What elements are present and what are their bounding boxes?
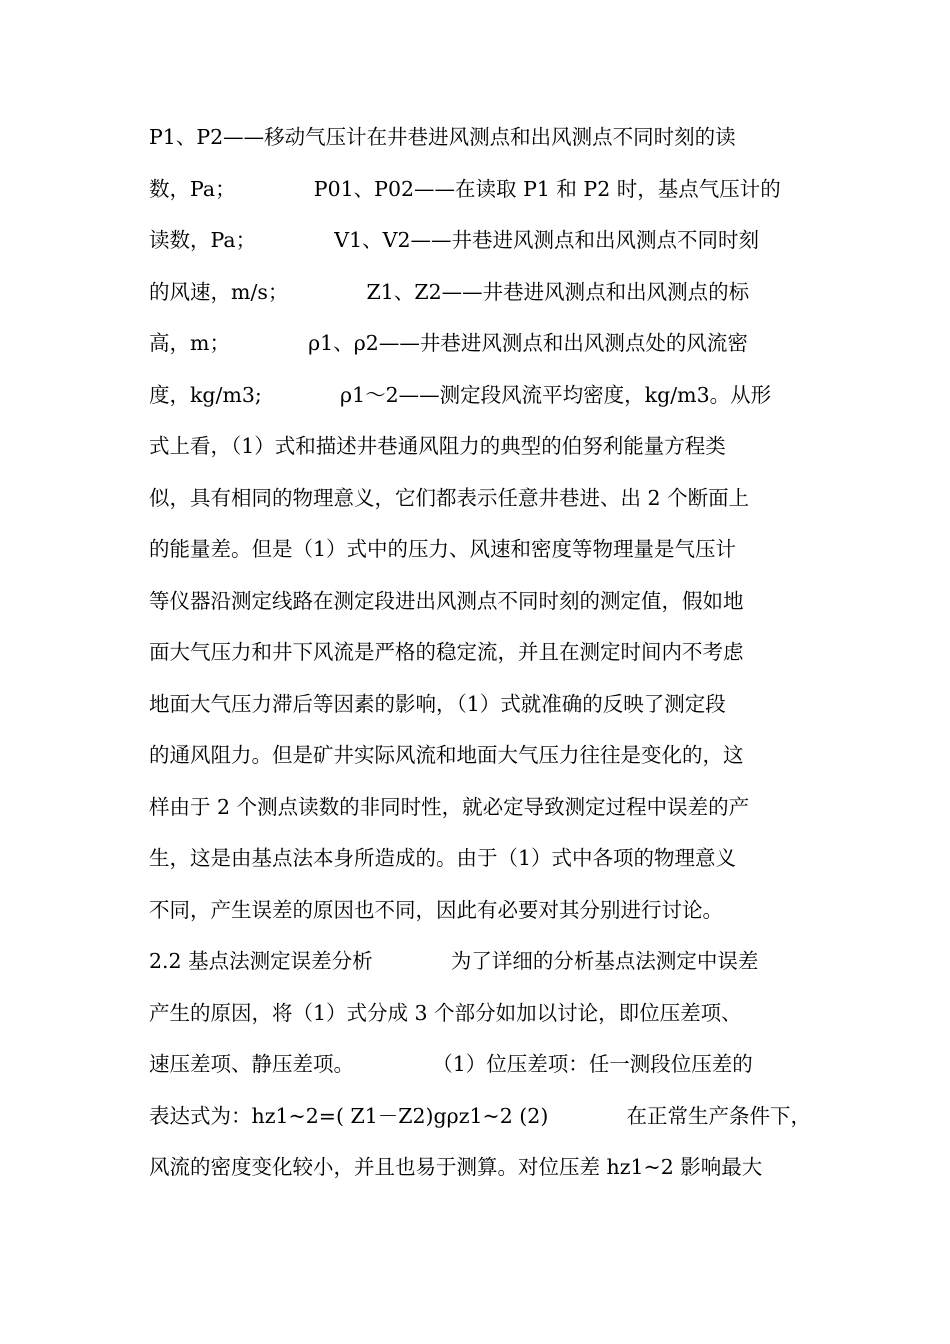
text-line: 读数，Pa； V1、V2——井巷进风测点和出风测点不同时刻 <box>149 228 759 252</box>
text-line: 高，m； ρ1、ρ2——井巷进风测点和出风测点处的风流密 <box>149 331 748 355</box>
formula-line: 表达式为：hz1~2=( Z1－Z2)gρz1~2 (2) 在正常生产条件下， <box>149 1103 812 1128</box>
text-line: 的风速，m/s； Z1、Z2——井巷进风测点和出风测点的标 <box>149 279 750 304</box>
text-line: 面大气压力和井下风流是严格的稳定流，并且在测定时间内不考虑 <box>149 640 744 664</box>
text-line: 数，Pa； P01、P02——在读取 P1 和 P2 时，基点气压计的 <box>149 176 781 201</box>
text-line: 地面大气压力滞后等因素的影响，（1）式就准确的反映了测定段 <box>149 691 726 716</box>
text-line: 似，具有相同的物理意义，它们都表示任意井巷进、出 2 个断面上 <box>149 485 750 510</box>
text-line: P1、P2——移动气压计在井巷进风测点和出风测点不同时刻的读 <box>149 125 736 149</box>
text-line: 的通风阻力。但是矿井实际风流和地面大气压力往往是变化的，这 <box>149 743 744 767</box>
text-line: 产生的原因，将（1）式分成 3 个部分如加以讨论，即位压差项、 <box>149 1000 742 1025</box>
text-line: 生，这是由基点法本身所造成的。由于（1）式中各项的物理意义 <box>149 846 737 870</box>
text-line: 度，kg/m3; ρ1～2——测定段风流平均密度，kg/m3。从形 <box>149 382 772 407</box>
text-line: 速压差项、静压差项。 （1）位压差项：任一测段位压差的 <box>149 1052 753 1076</box>
text-line: 样由于 2 个测点读数的非同时性，就必定导致测定过程中误差的产 <box>149 794 750 819</box>
text-line: 式上看，（1）式和描述井巷通风阻力的典型的伯努利能量方程类 <box>149 434 726 458</box>
text-line: 不同，产生误差的原因也不同，因此有必要对其分别进行讨论。 <box>149 897 723 922</box>
text-line: 风流的密度变化较小，并且也易于测算。对位压差 hz1~2 影响最大 <box>149 1155 763 1179</box>
section-heading-line: 2.2 基点法测定误差分析 为了详细的分析基点法测定中误差 <box>149 949 759 973</box>
text-line: 的能量差。但是（1）式中的压力、风速和密度等物理量是气压计 <box>149 537 737 561</box>
text-line: 等仪器沿测定线路在测定段进出风测点不同时刻的测定值，假如地 <box>149 588 744 613</box>
body-text <box>149 112 812 1194</box>
